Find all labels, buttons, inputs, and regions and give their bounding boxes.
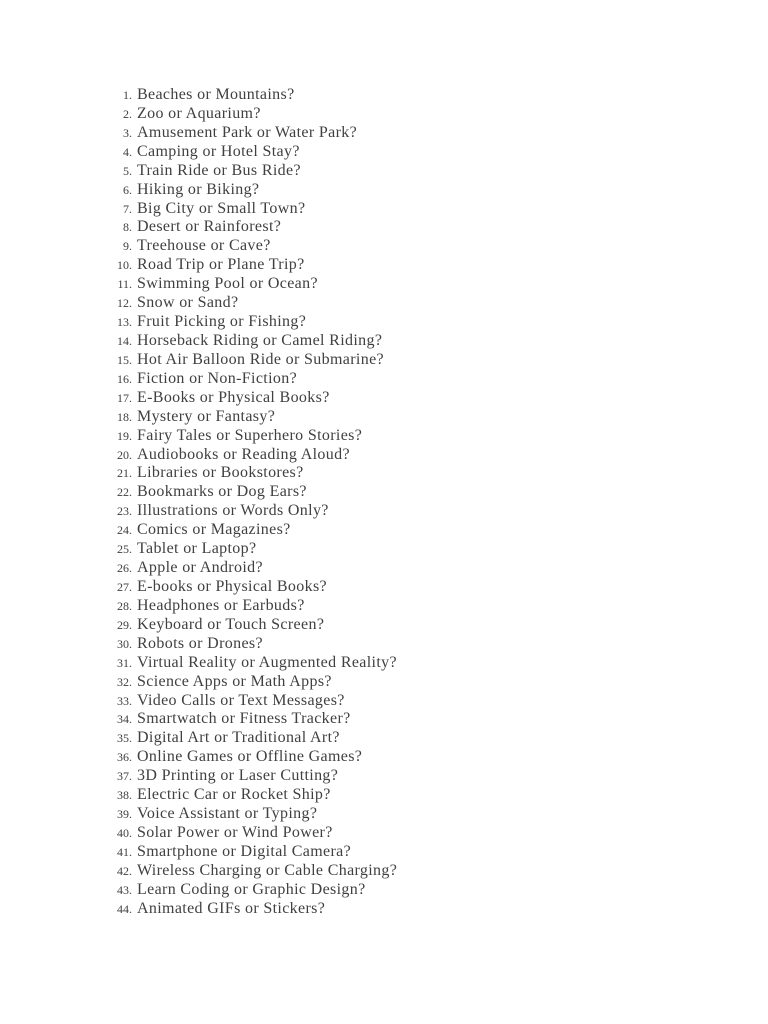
list-item-text: Robots or Drones? [137, 634, 263, 652]
list-item [108, 900, 397, 919]
list-item-number: 35. [117, 731, 132, 746]
list-item [108, 427, 397, 446]
list-item-text: Voice Assistant or Typing? [137, 805, 318, 823]
list-item-number: 33. [117, 693, 132, 708]
list-item-text: Fairy Tales or Superhero Stories? [137, 426, 363, 444]
list-item-text: Learn Coding or Graphic Design? [137, 880, 366, 898]
list-item-number: 1. [123, 88, 132, 102]
list-item [108, 124, 397, 143]
list-item-number: 4. [123, 144, 132, 159]
list-item-text: Video Calls or Text Messages? [137, 691, 345, 709]
list-item-number: 18. [117, 409, 132, 424]
list-item-number: 34. [117, 712, 132, 727]
list-item [108, 862, 397, 881]
list-item [108, 748, 397, 767]
list-item-text: Hiking or Biking? [137, 180, 260, 198]
list-item-number: 21. [117, 466, 132, 481]
list-item [108, 729, 397, 748]
list-item [108, 86, 397, 105]
list-item-number: 22. [117, 485, 132, 500]
list-item-text: Beaches or Mountains? [137, 86, 295, 103]
list-item-number: 36. [117, 750, 132, 765]
list-item [108, 218, 397, 237]
list-item-text: 3D Printing or Laser Cutting? [137, 767, 339, 785]
list-item-number: 27. [117, 579, 132, 594]
list-item-number: 15. [117, 352, 132, 367]
list-item-number: 16. [117, 371, 132, 386]
list-item-text: Fiction or Non-Fiction? [137, 369, 298, 387]
list-item-text: Snow or Sand? [137, 294, 239, 312]
list-item-number: 23. [117, 504, 132, 519]
list-item [108, 635, 397, 654]
list-item-text: Bookmarks or Dog Ears? [137, 483, 307, 501]
list-item-text: Electric Car or Rocket Ship? [137, 786, 331, 804]
list-item [108, 824, 397, 843]
list-item-number: 2. [123, 106, 132, 121]
list-item [108, 464, 397, 483]
list-item-number: 42. [117, 863, 132, 878]
list-item-number: 26. [117, 561, 132, 576]
list-item-text: Treehouse or Cave? [137, 237, 271, 255]
list-item-number: 17. [117, 390, 132, 405]
list-item [108, 521, 397, 540]
list-item [108, 105, 397, 124]
list-item [108, 162, 397, 181]
list-item-number: 12. [117, 296, 132, 311]
list-item [108, 881, 397, 900]
list-item-text: Libraries or Bookstores? [137, 464, 304, 482]
list-item-number: 39. [117, 807, 132, 822]
list-item-number: 32. [117, 674, 132, 689]
list-item [108, 540, 397, 559]
list-item-text: Fruit Picking or Fishing? [137, 313, 307, 331]
list-item [108, 313, 397, 332]
list-item-text: Keyboard or Touch Screen? [137, 615, 325, 633]
list-item-text: Swimming Pool or Ocean? [137, 275, 318, 293]
list-item [108, 237, 397, 256]
list-item-text: Zoo or Aquarium? [137, 104, 261, 122]
list-item-number: 38. [117, 788, 132, 803]
list-item-text: Camping or Hotel Stay? [137, 142, 300, 160]
list-item [108, 181, 397, 200]
list-item [108, 502, 397, 521]
list-item-text: Big City or Small Town? [137, 199, 306, 217]
list-item-text: Virtual Reality or Augmented Reality? [137, 653, 397, 671]
list-item-number: 20. [117, 447, 132, 462]
question-list [108, 86, 397, 919]
list-item-number: 7. [123, 201, 132, 216]
list-item-number: 5. [123, 163, 132, 178]
list-item-number: 41. [117, 844, 132, 859]
list-item-number: 31. [117, 655, 132, 670]
list-item [108, 559, 397, 578]
list-item [108, 692, 397, 711]
list-item-text: Amusement Park or Water Park? [137, 123, 358, 141]
list-item [108, 408, 397, 427]
list-item [108, 275, 397, 294]
list-item [108, 710, 397, 729]
list-item [108, 389, 397, 408]
list-item [108, 332, 397, 351]
list-item-text: Illustrations or Words Only? [137, 502, 329, 520]
list-item-number: 14. [117, 333, 132, 348]
list-item-text: Apple or Android? [137, 559, 263, 577]
list-item-number: 44. [117, 901, 132, 916]
list-item-number: 28. [117, 598, 132, 613]
list-item [108, 143, 397, 162]
list-item-text: Comics or Magazines? [137, 521, 291, 539]
list-item-number: 11. [117, 277, 132, 292]
list-item [108, 370, 397, 389]
list-item-number: 24. [117, 523, 132, 538]
list-item-text: Digital Art or Traditional Art? [137, 729, 340, 747]
list-item-number: 13. [117, 315, 132, 330]
list-item [108, 767, 397, 786]
list-item-text: Mystery or Fantasy? [137, 407, 276, 425]
list-item-number: 30. [117, 636, 132, 651]
list-item [108, 200, 397, 219]
list-item-text: Headphones or Earbuds? [137, 596, 305, 614]
list-item [108, 654, 397, 673]
list-item [108, 805, 397, 824]
list-item-number: 40. [117, 825, 132, 840]
list-item-text: Science Apps or Math Apps? [137, 672, 332, 690]
list-item-text: Smartphone or Digital Camera? [137, 842, 352, 860]
list-item [108, 578, 397, 597]
list-item-number: 43. [117, 882, 132, 897]
list-item-number: 3. [123, 125, 132, 140]
list-item-number: 9. [123, 239, 132, 254]
list-item-text: Horseback Riding or Camel Riding? [137, 331, 383, 349]
list-item-text: Wireless Charging or Cable Charging? [137, 861, 398, 879]
list-item-text: E-Books or Physical Books? [137, 388, 330, 406]
list-item [108, 256, 397, 275]
list-item [108, 351, 397, 370]
list-item [108, 294, 397, 313]
list-item-text: Desert or Rainforest? [137, 218, 282, 236]
list-item-number: 6. [123, 182, 132, 197]
list-item-text: Smartwatch or Fitness Tracker? [137, 710, 351, 728]
list-item-text: Road Trip or Plane Trip? [137, 256, 305, 274]
list-item-number: 19. [117, 428, 132, 443]
list-item [108, 786, 397, 805]
list-item [108, 597, 397, 616]
list-item-number: 8. [123, 220, 132, 235]
list-item-number: 37. [117, 769, 132, 784]
list-item [108, 673, 397, 692]
list-item [108, 616, 397, 635]
list-item-text: Audiobooks or Reading Aloud? [137, 445, 350, 463]
list-item [108, 446, 397, 465]
list-item-text: Animated GIFs or Stickers? [137, 899, 326, 917]
list-item-text: Tablet or Laptop? [137, 540, 257, 558]
list-item [108, 843, 397, 862]
list-item-text: Solar Power or Wind Power? [137, 823, 333, 841]
list-item [108, 483, 397, 502]
list-item-number: 10. [117, 258, 132, 273]
list-item-number: 29. [117, 617, 132, 632]
list-item-number: 25. [117, 542, 132, 557]
list-item-text: Online Games or Offline Games? [137, 748, 363, 766]
list-item-text: E-books or Physical Books? [137, 577, 327, 595]
list-item-text: Hot Air Balloon Ride or Submarine? [137, 350, 384, 368]
list-item-text: Train Ride or Bus Ride? [137, 161, 301, 179]
